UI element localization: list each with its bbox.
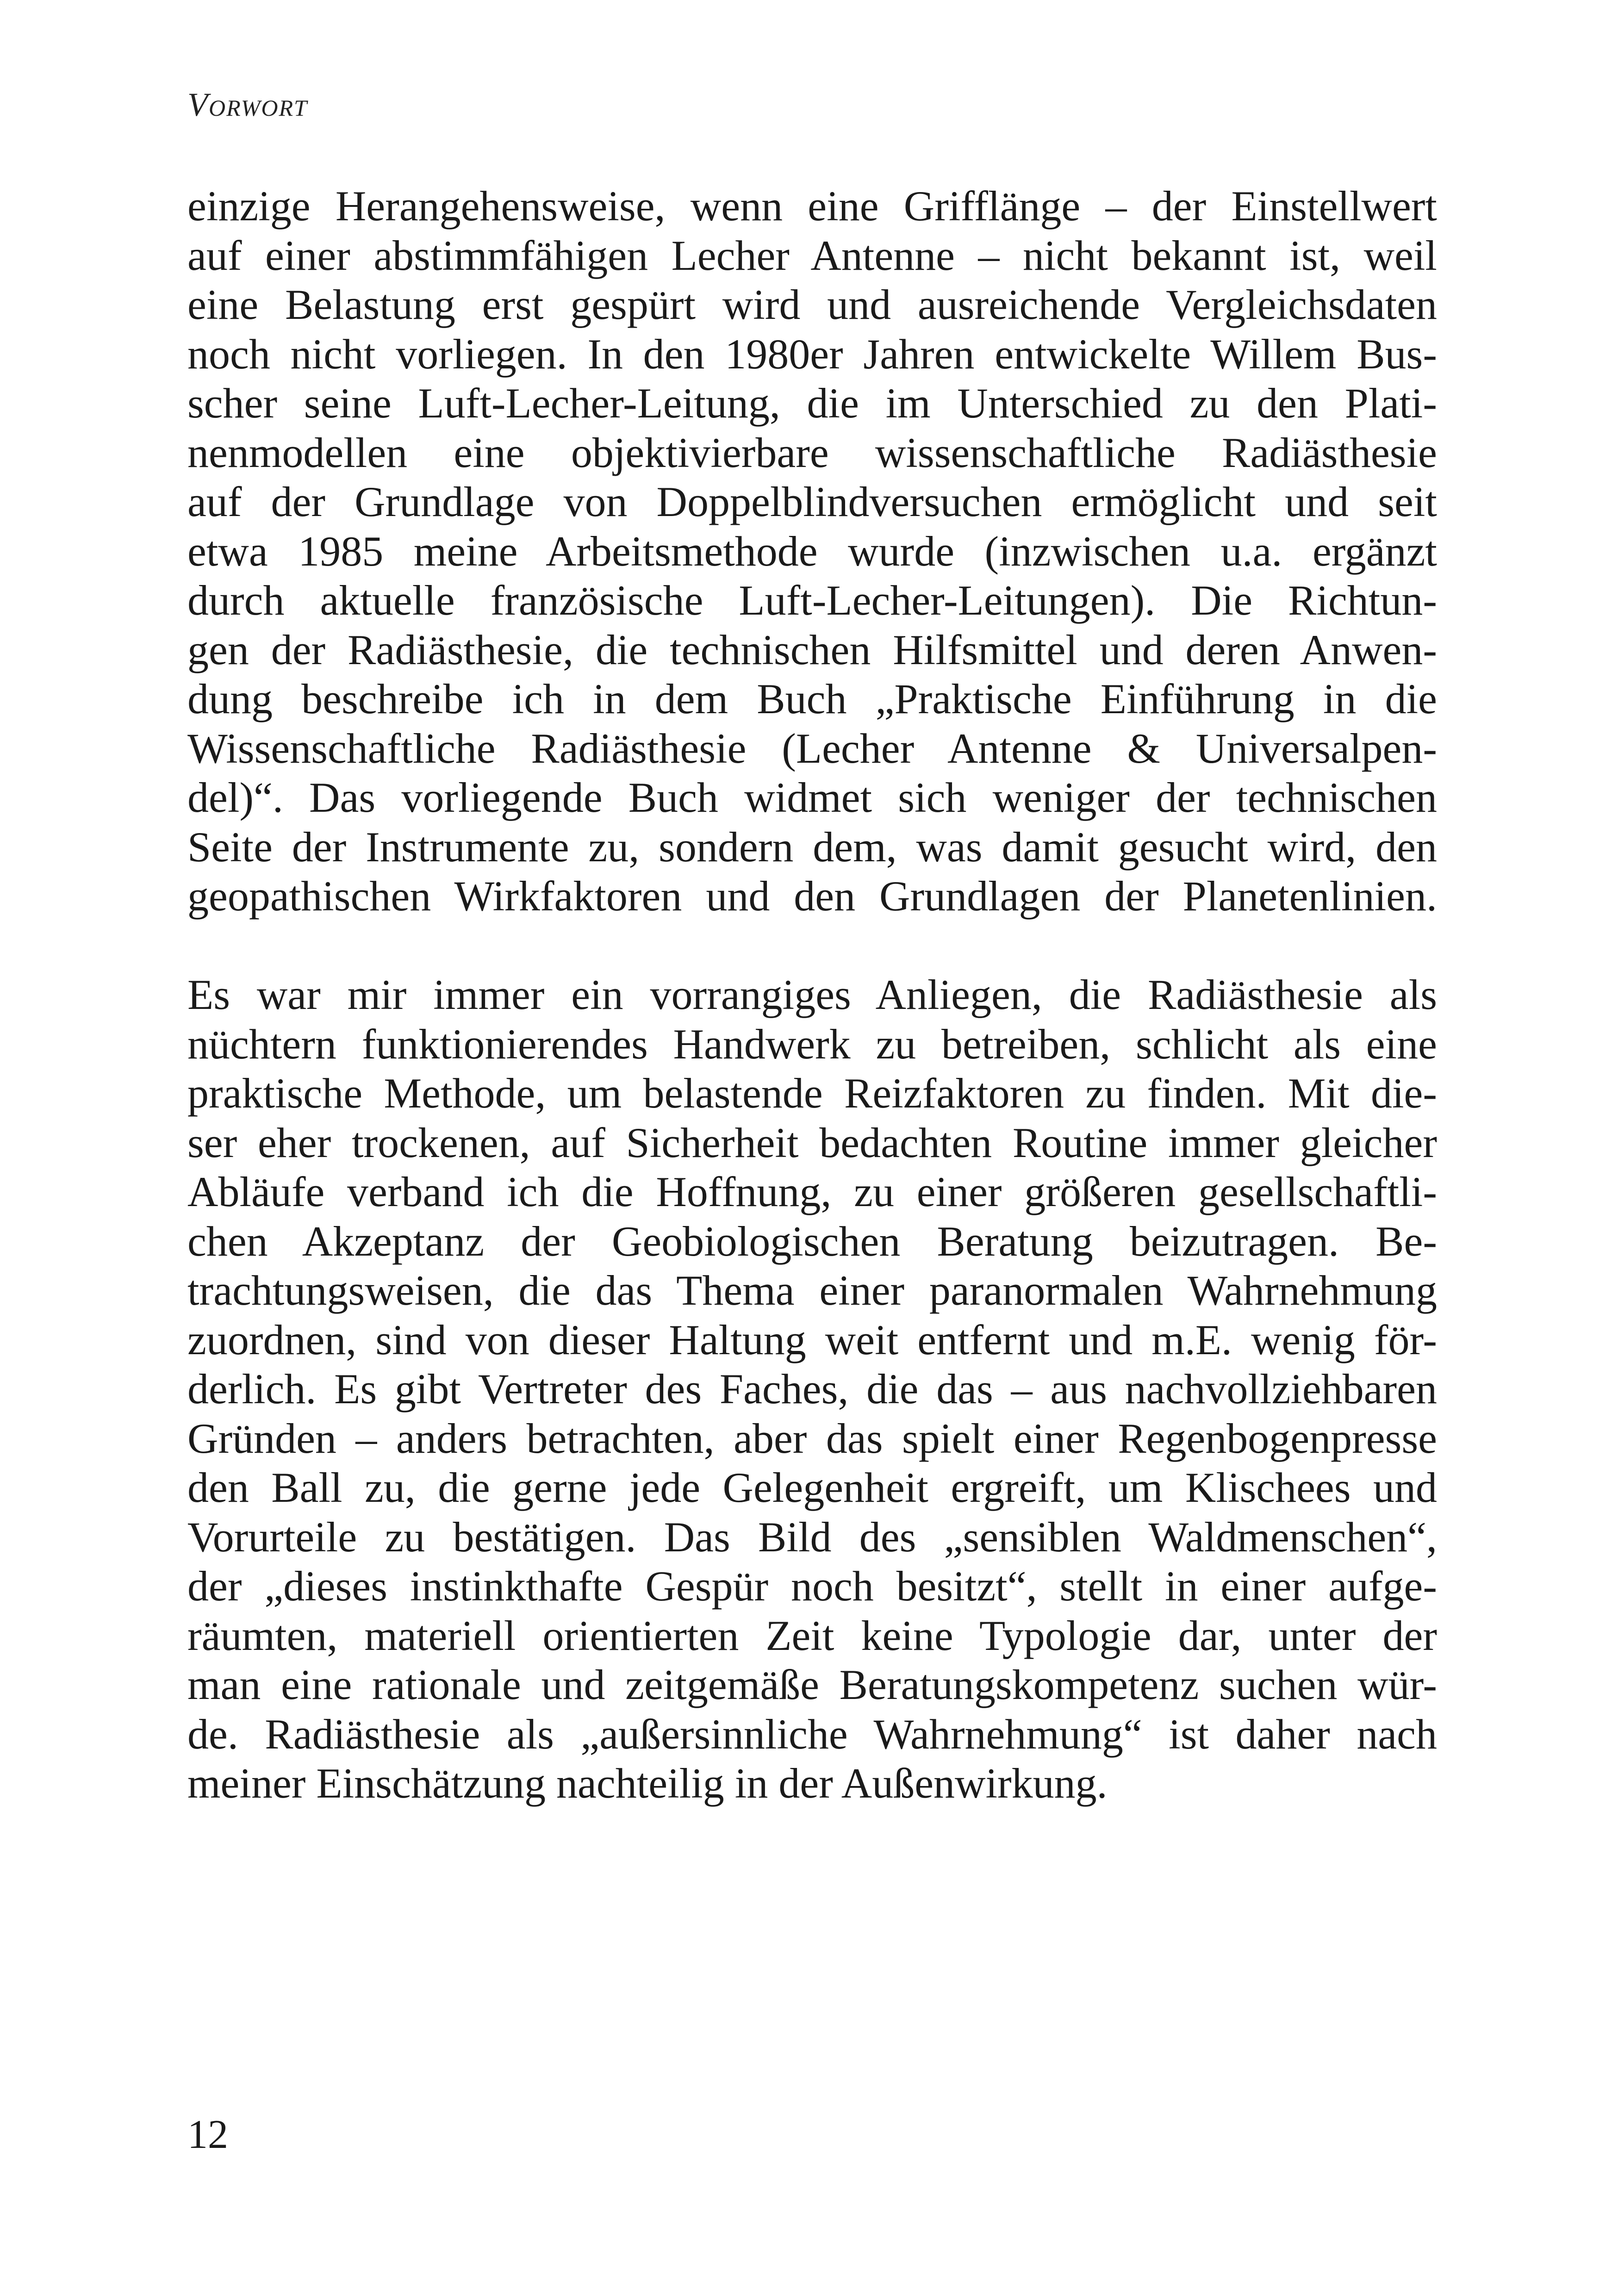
text-line: de. Radiästhesie als „außersinnliche Wahrnehmung“ ist daher nach	[187, 1710, 1437, 1758]
text-line: scher seine Luft-Lecher-Leitung, die im Unterschied zu den Plati-	[187, 380, 1437, 427]
text-line: derlich. Es gibt Vertreter des Faches, die das – aus nachvollziehbaren	[187, 1365, 1437, 1412]
paragraph-1	[187, 181, 1437, 921]
text-line: etwa 1985 meine Arbeitsmethode wurde (inzwischen u.a. ergänzt	[187, 527, 1437, 575]
text-line: ser eher trockenen, auf Sicherheit bedachten Routine immer gleicher	[187, 1119, 1437, 1166]
text-line: Abläufe verband ich die Hoffnung, zu einer größeren gesellschaftli-	[187, 1168, 1437, 1215]
text-line: Vorurteile zu bestätigen. Das Bild des „sensiblen Waldmenschen“,	[187, 1513, 1437, 1561]
text-line: auf einer abstimmfähigen Lecher Antenne – nicht bekannt ist, weil	[187, 231, 1437, 279]
text-line: zuordnen, sind von dieser Haltung weit entfernt und m.E. wenig för-	[187, 1316, 1437, 1363]
text-line: der „dieses instinkthafte Gespür noch besitzt“, stellt in einer aufge-	[187, 1562, 1437, 1610]
text-line: man eine rationale und zeitgemäße Beratungskompetenz suchen wür-	[187, 1661, 1437, 1708]
text-line: chen Akzeptanz der Geobiologischen Beratung beizutragen. Be-	[187, 1217, 1437, 1265]
text-line-last: meiner Einschätzung nachteilig in der Außenwirkung.	[187, 1760, 1108, 1807]
text-line: trachtungsweisen, die das Thema einer paranormalen Wahrnehmung	[187, 1267, 1437, 1314]
text-line: geopathischen Wirkfaktoren und den Grundlagen der Planetenlinien.	[187, 872, 1437, 920]
text-line: auf der Grundlage von Doppelblindversuchen ermöglicht und seit	[187, 478, 1437, 525]
text-line: praktische Methode, um belastende Reizfaktoren zu finden. Mit die-	[187, 1070, 1437, 1117]
paragraph-gap	[187, 921, 1437, 971]
text-line: nenmodellen eine objektivierbare wissenschaftliche Radiästhesie	[187, 429, 1437, 476]
text-line: den Ball zu, die gerne jede Gelegenheit ergreift, um Klischees und	[187, 1464, 1437, 1511]
text-line: Es war mir immer ein vorrangiges Anliegen, die Radiästhesie als	[187, 971, 1437, 1018]
text-line: einzige Herangehensweise, wenn eine Grifflänge – der Einstellwert	[187, 182, 1437, 230]
text-line: nüchtern funktionierendes Handwerk zu betreiben, schlicht als eine	[187, 1020, 1437, 1068]
text-line: eine Belastung erst gespürt wird und ausreichende Vergleichsdaten	[187, 281, 1437, 328]
text-line: Seite der Instrumente zu, sondern dem, was damit gesucht wird, den	[187, 823, 1437, 871]
page-number: 12	[187, 2112, 228, 2157]
text-line: Gründen – anders betrachten, aber das spielt einer Regenbogenpresse	[187, 1414, 1437, 1462]
text-line: durch aktuelle französische Luft-Lecher-Leitungen). Die Richtun-	[187, 577, 1437, 624]
text-line: Wissenschaftliche Radiästhesie (Lecher Antenne & Universalpen-	[187, 724, 1437, 772]
text-line: dung beschreibe ich in dem Buch „Praktische Einführung in die	[187, 675, 1437, 722]
body-text	[187, 181, 1437, 1808]
text-line: del)“. Das vorliegende Buch widmet sich weniger der technischen	[187, 774, 1437, 821]
running-head-title: Vorwort	[187, 86, 308, 123]
paragraph-2	[187, 970, 1437, 1808]
text-line: räumten, materiell orientierten Zeit keine Typologie dar, unter der	[187, 1612, 1437, 1659]
text-line: noch nicht vorliegen. In den 1980er Jahren entwickelte Willem Bus-	[187, 330, 1437, 378]
text-line: gen der Radiästhesie, die technischen Hilfsmittel und deren Anwen-	[187, 626, 1437, 673]
